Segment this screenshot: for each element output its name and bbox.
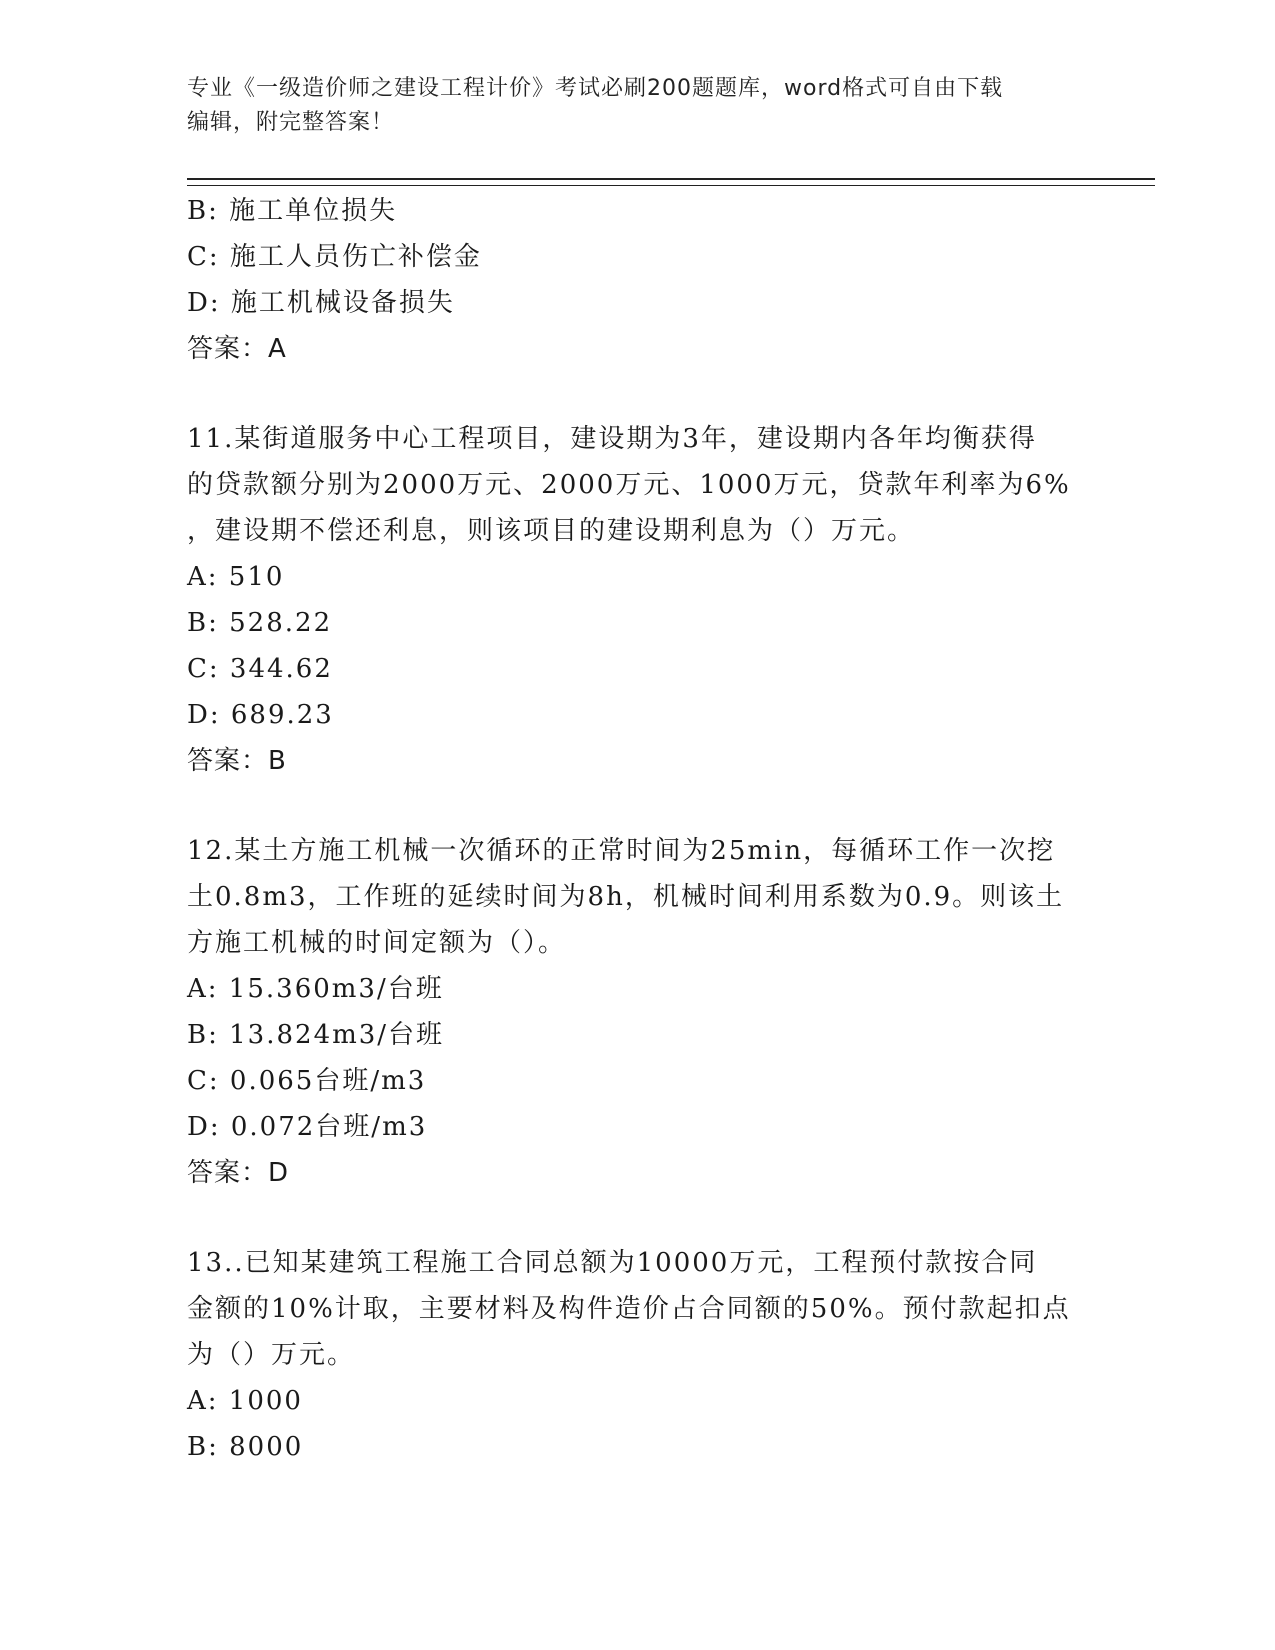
option-d: D: 施工机械设备损失	[187, 288, 455, 318]
question-12	[187, 828, 1087, 1196]
option-c: C: 344.62	[187, 654, 333, 684]
question-13	[187, 1240, 1087, 1470]
question-11	[187, 416, 1087, 784]
question-stem	[187, 1240, 1087, 1378]
answer-line: 答案：A	[187, 334, 287, 364]
stem-line: 金额的10%计取，主要材料及构件造价占合同额的50%。预付款起扣点	[187, 1294, 1071, 1324]
option-b: B: 施工单位损失	[187, 196, 398, 226]
option-d: D: 0.072台班/m3	[187, 1112, 428, 1142]
header-line-2: 编辑，附完整答案！	[187, 110, 395, 135]
stem-line: ，建设期不偿还利息，则该项目的建设期利息为（）万元。	[187, 516, 916, 546]
option-b: B: 528.22	[187, 608, 333, 638]
header-divider	[187, 178, 1155, 186]
stem-line: 12.某土方施工机械一次循环的正常时间为25min，每循环工作一次挖	[187, 836, 1056, 866]
answer-line: 答案：D	[187, 1158, 290, 1188]
stem-line: 11.某街道服务中心工程项目，建设期为3年，建设期内各年均衡获得	[187, 424, 1037, 454]
option-c: C: 施工人员伤亡补偿金	[187, 242, 482, 272]
stem-line: 为（）万元。	[187, 1340, 356, 1370]
stem-line: 的贷款额分别为2000万元、2000万元、1000万元，贷款年利率为6%	[187, 470, 1071, 500]
option-a: A: 15.360m3/台班	[187, 974, 444, 1004]
header-line-1: 专业《一级造价师之建设工程计价》考试必刷200题题库，word格式可自由下载	[187, 76, 1004, 101]
stem-line: 土0.8m3，工作班的延续时间为8h，机械时间利用系数为0.9。则该土	[187, 882, 1065, 912]
option-c: C: 0.065台班/m3	[187, 1066, 427, 1096]
question-stem	[187, 828, 1087, 966]
option-a: A: 510	[187, 562, 285, 592]
option-a: A: 1000	[187, 1386, 303, 1416]
question-list	[187, 188, 1087, 1470]
answer-line: 答案：B	[187, 746, 287, 776]
option-d: D: 689.23	[187, 700, 334, 730]
question-stem	[187, 416, 1087, 554]
stem-line: 方施工机械的时间定额为（）。	[187, 928, 567, 958]
option-b: B: 8000	[187, 1432, 304, 1462]
question-10-tail	[187, 188, 1087, 372]
stem-line: 13..已知某建筑工程施工合同总额为10000万元，工程预付款按合同	[187, 1248, 1038, 1278]
option-b: B: 13.824m3/台班	[187, 1020, 445, 1050]
document-header	[187, 72, 1087, 140]
